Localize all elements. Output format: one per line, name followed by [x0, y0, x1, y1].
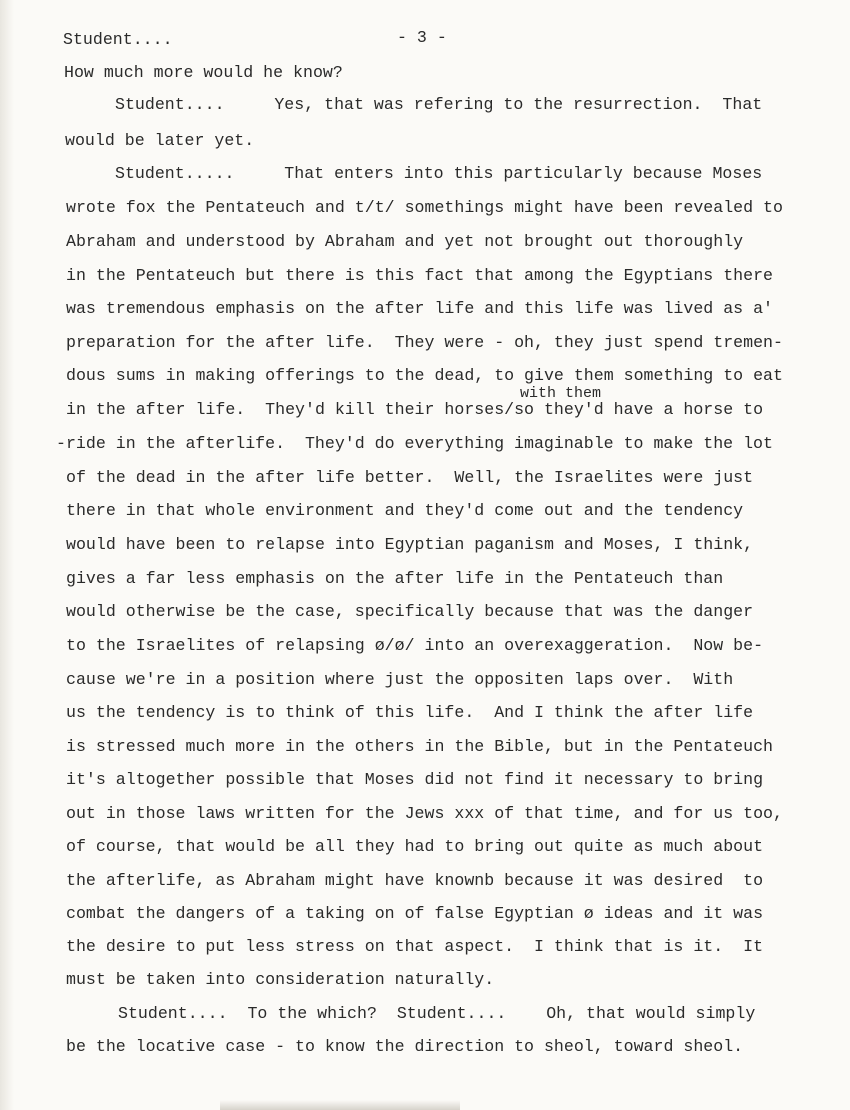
text-line: would otherwise be the case, specifically because that was the danger	[66, 602, 754, 621]
text-line: Student.... Yes, that was refering to the resurrection. That	[115, 95, 763, 114]
text-line: the desire to put less stress on that aspect. I think that is it. It	[66, 937, 764, 956]
text-line: be the locative case - to know the direction to sheol, toward sheol.	[66, 1037, 744, 1056]
text-line: Abraham and understood by Abraham and yet not brought out thoroughly	[66, 232, 744, 251]
text-line: out in those laws written for the Jews xxx of that time, and for us too,	[66, 804, 783, 823]
text-line: combat the dangers of a taking on of false Egyptian ø ideas and it was	[66, 904, 764, 923]
text-line: Student.... To the which? Student.... Oh, that would simply	[118, 1004, 756, 1023]
text-line: of course, that would be all they had to bring out quite as much about	[66, 837, 764, 856]
text-line: must be taken into consideration naturally.	[66, 970, 495, 989]
text-line: it's altogether possible that Moses did not find it necessary to bring	[66, 770, 764, 789]
text-line: wrote fox the Pentateuch and t/t/ somethings might have been revealed to	[66, 198, 783, 217]
text-line: How much more would he know?	[64, 63, 343, 82]
text-line: in the Pentateuch but there is this fact that among the Egyptians there	[66, 266, 774, 285]
text-line: would be later yet.	[65, 131, 255, 150]
interlinear-insertion: with them	[520, 385, 602, 402]
paper-smudge	[220, 1100, 460, 1110]
text-line: there in that whole environment and they'd come out and the tendency	[66, 501, 744, 520]
text-line: cause we're in a position where just the oppositen laps over. With	[66, 670, 734, 689]
text-line: -ride in the afterlife. They'd do everything imaginable to make the lot	[56, 434, 773, 453]
text-line: would have been to relapse into Egyptian paganism and Moses, I think,	[66, 535, 754, 554]
paper-edge	[0, 0, 14, 1110]
text-line: is stressed much more in the others in the Bible, but in the Pentateuch	[66, 737, 774, 756]
text-line: to the Israelites of relapsing ø/ø/ into an overexaggeration. Now be-	[66, 636, 764, 655]
header-speaker: Student....	[63, 30, 173, 49]
text-line: us the tendency is to think of this life. And I think the after life	[66, 703, 754, 722]
text-line: in the after life. They'd kill their horses/so they'd have a horse to	[66, 400, 764, 419]
text-line: was tremendous emphasis on the after life and this life was lived as a'	[66, 299, 774, 318]
page-number: - 3 -	[397, 28, 447, 47]
text-line: preparation for the after life. They were - oh, they just spend tremen-	[66, 333, 783, 352]
text-line: of the dead in the after life better. Well, the Israelites were just	[66, 468, 754, 487]
text-line: Student..... That enters into this particularly because Moses	[115, 164, 763, 183]
text-line: the afterlife, as Abraham might have knownb because it was desired to	[66, 871, 764, 890]
text-line: dous sums in making offerings to the dead, to give them something to eat	[66, 366, 783, 385]
text-line: gives a far less emphasis on the after life in the Pentateuch than	[66, 569, 724, 588]
